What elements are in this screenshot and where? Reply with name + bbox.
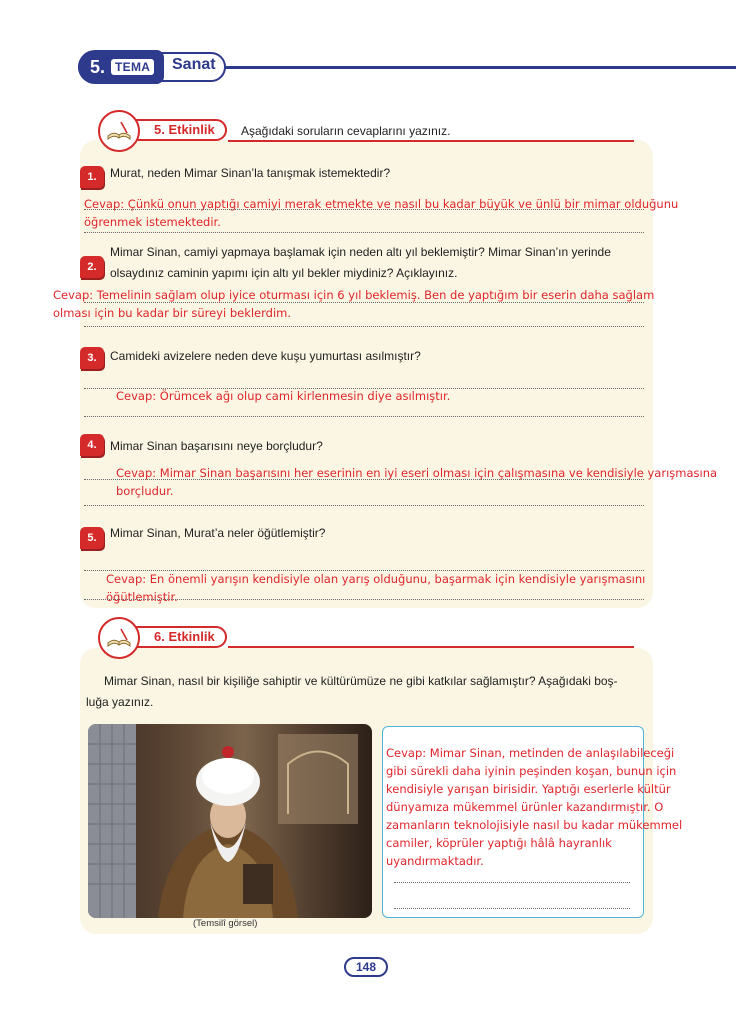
unit-word: TEMA: [111, 59, 154, 75]
header-rule: [222, 66, 736, 69]
writing-line: [84, 302, 644, 303]
answer-line: zamanların teknolojisiyle nasıl bu kadar mükemmel: [386, 818, 683, 832]
activity6-instruction: luğa yazınız.: [86, 695, 154, 709]
question-text: Murat, neden Mimar Sinan’la tanışmak istemektedir?: [110, 166, 391, 180]
activity6-instruction: Mimar Sinan, nasıl bir kişiliğe sahiptir ve kültürümüze ne gibi katkılar sağlamıştır? Aşağıdaki boş-: [104, 674, 618, 688]
answer-line: kendisiyle yarışan birisidir. Yaptığı eserlerle kültür: [386, 782, 671, 796]
question-number-badge: 4.: [80, 434, 104, 456]
answer-line: Cevap: Mimar Sinan, metinden de anlaşılabileceği: [386, 746, 675, 760]
activity5-rule: [228, 140, 634, 142]
writing-line: [84, 416, 644, 417]
writing-line: [84, 232, 644, 233]
page-number: 148: [344, 957, 388, 977]
answer-line: borçludur.: [116, 484, 174, 498]
mimar-sinan-portrait-image: [88, 724, 372, 918]
question-text: Camideki avizelere neden deve kuşu yumurtası asılmıştır?: [110, 349, 421, 363]
unit-number-badge: [78, 50, 164, 84]
writing-line: [84, 209, 644, 210]
activity6-rule: [228, 646, 634, 648]
activity5-instruction: Aşağıdaki soruların cevaplarını yazınız.: [241, 124, 451, 138]
question-number-badge: 2.: [80, 256, 104, 278]
question-number-badge: 3.: [80, 347, 104, 369]
question-text: Mimar Sinan, Murat’a neler öğütlemiştir?: [110, 526, 326, 540]
answer-line: camiler, köprüler yaptığı hâlâ hayranlık: [386, 836, 612, 850]
answer-line: Cevap: Mimar Sinan başarısını her eserinin en iyi eseri olması için çalışmasına ve kendisiyle yarışmasına: [116, 466, 718, 480]
answer-line: olması için bu kadar bir süreyi beklerdim.: [53, 306, 292, 320]
book-icon: [98, 110, 140, 152]
activity5-title: 5. Etkinlik: [106, 119, 227, 141]
answer-line: Cevap: En önemli yarışın kendisiyle olan yarış olduğunu, başarmak için kendisiyle yarışmasını: [106, 572, 646, 586]
writing-line: [84, 505, 644, 506]
answer-line: Cevap: Örümcek ağı olup cami kirlenmesin diye asılmıştır.: [116, 389, 451, 403]
book-icon: [98, 617, 140, 659]
answer-line: öğrenmek istemektedir.: [84, 215, 221, 229]
question-text: olsaydınız caminin yapımı için altı yıl bekler miydiniz? Açıklayınız.: [110, 266, 458, 280]
activity6-title: 6. Etkinlik: [106, 626, 227, 648]
writing-line: [84, 326, 644, 327]
unit-title: Sanat: [172, 56, 216, 73]
answer-line: uyandırmaktadır.: [386, 854, 484, 868]
answer-line: Cevap: Çünkü onun yaptığı camiyi merak etmekte ve nasıl bu kadar büyük ve ünlü bir mimar olduğunu: [84, 197, 679, 211]
image-caption: (Temsilî görsel): [193, 918, 258, 929]
answer-line: Cevap: Temelinin sağlam olup iyice oturması için 6 yıl beklemiş. Ben de yaptığım bir eserin daha sağlam: [53, 288, 655, 302]
writing-line: [84, 599, 644, 600]
unit-number: 5.: [90, 56, 106, 77]
writing-line: [84, 479, 644, 480]
answer-line: gibi sürekli daha iyinin peşinden koşan, bunun için: [386, 764, 677, 778]
answer-line: dünyamıza mükemmel ürünler kazandırmıştır. O: [386, 800, 664, 814]
question-number-badge: 5.: [80, 527, 104, 549]
question-number-badge: 1.: [80, 166, 104, 188]
writing-line: [394, 908, 630, 909]
question-text: Mimar Sinan, camiyi yapmaya başlamak için neden altı yıl beklemiştir? Mimar Sinan’ın yerinde: [110, 245, 611, 259]
answer-line: öğütlemiştir.: [106, 590, 178, 604]
writing-line: [394, 882, 630, 883]
question-text: Mimar Sinan başarısını neye borçludur?: [110, 439, 323, 453]
